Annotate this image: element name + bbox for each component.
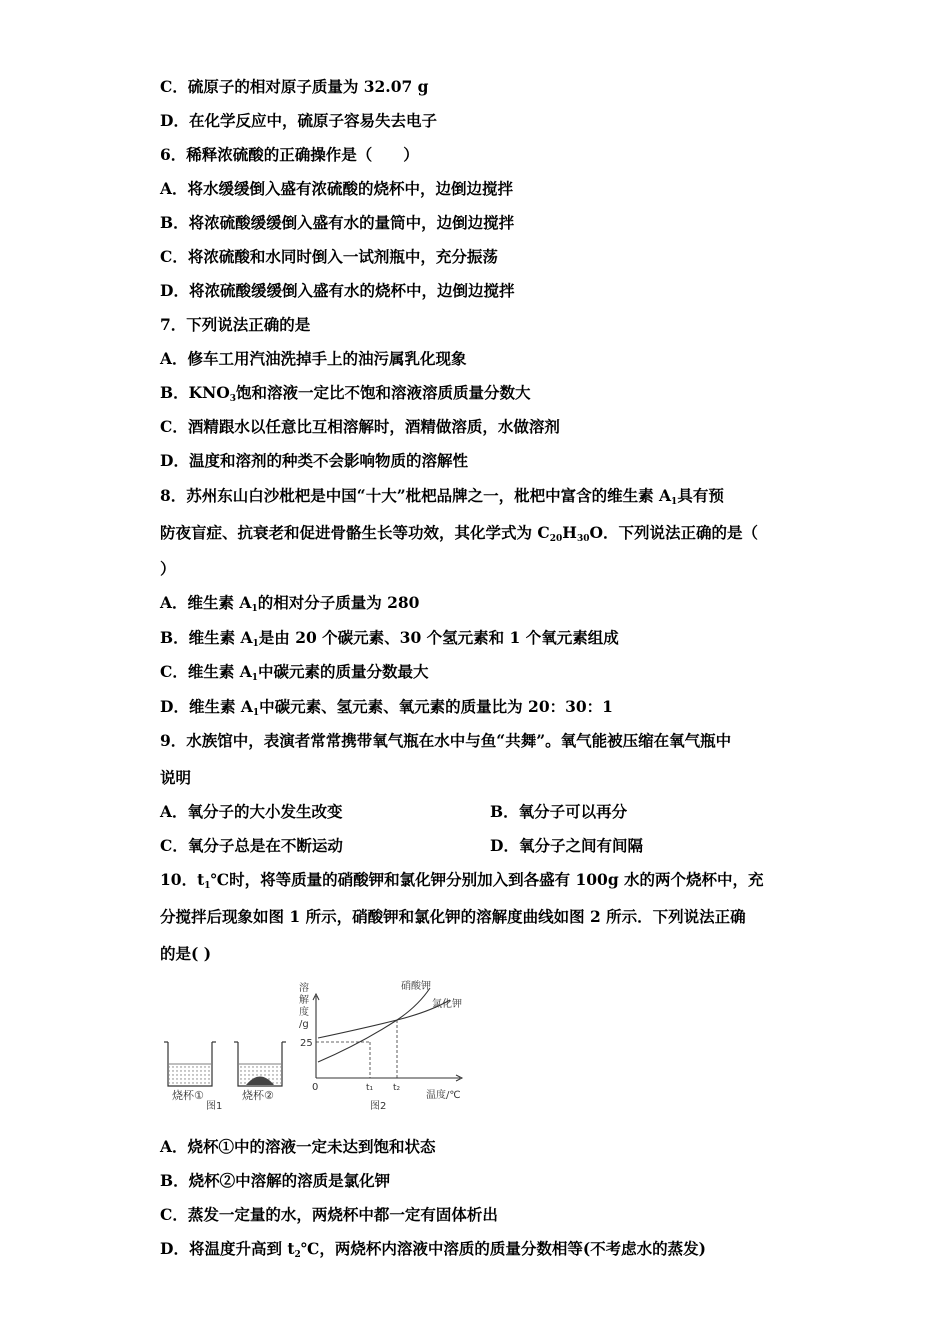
y-tick-25: 25 <box>300 1038 313 1049</box>
kcl-curve <box>318 1000 450 1038</box>
fig2-caption: 图2 <box>370 1101 387 1110</box>
x-axis-label: 温度/℃ <box>426 1090 461 1101</box>
q10-option-d-text-rest: ℃，两烧杯内溶液中溶质的质量分数相等(不考虑水的蒸发) <box>300 1239 707 1258</box>
q6-option-c: C．将浓硫酸和水同时倒入一试剂瓶中，充分振荡 <box>160 247 498 266</box>
beaker-1-solution <box>169 1064 211 1085</box>
fig1-caption: 图1 <box>206 1101 223 1110</box>
q8-stem-line2 <box>160 523 758 549</box>
q8-option-d-subscript: 1 <box>252 708 260 718</box>
q8-option-d <box>160 697 613 723</box>
q10-option-a: A．烧杯①中的溶液一定未达到饱和状态 <box>160 1137 436 1156</box>
q10-option-d <box>160 1239 706 1265</box>
q10-stem-line3: 的是( ) <box>160 944 212 963</box>
q7-option-c: C．酒精跟水以任意比互相溶解时，酒精做溶质，水做溶剂 <box>160 417 560 436</box>
q6-option-d: D．将浓硫酸缓缓倒入盛有水的烧杯中，边倒边搅拌 <box>160 281 515 300</box>
q9-stem-line2: 说明 <box>160 768 192 787</box>
q9-option-c: C．氧分子总是在不断运动 <box>160 836 343 855</box>
q10-stem-line1 <box>160 870 764 896</box>
q8-formula-h: H <box>562 523 577 542</box>
y-label-1: 溶 <box>299 983 309 994</box>
beaker-1 <box>164 1042 216 1086</box>
q8-option-d-text-rest: 中碳元素、氢元素、氧元素的质量比为 20：30：1 <box>259 697 613 716</box>
q8-stem-line1 <box>160 486 724 512</box>
q10-stem1-text-rest: ℃时，将等质量的硝酸钾和氯化钾分别加入到各盛有 100g 水的两个烧杯中，充 <box>210 870 764 889</box>
y-label-4: /g <box>299 1019 309 1030</box>
y-label-3: 度 <box>299 1007 309 1018</box>
q6-stem: 6．稀释浓硫酸的正确操作是（ ） <box>160 145 419 164</box>
q8-formula-sub-h: 30 <box>576 534 590 544</box>
q8-stem1-text: 8．苏州东山白沙枇杷是中国“十大”枇杷品牌之一，枇杷中富含的维生素 A <box>160 486 672 505</box>
kno3-curve-label: 硝酸钾 <box>401 981 431 992</box>
q8-option-d-text: D．维生素 A <box>160 697 253 716</box>
q6-option-a: A．将水缓缓倒入盛有浓硫酸的烧杯中，边倒边搅拌 <box>160 179 514 198</box>
q10-stem1-subscript: 1 <box>204 881 211 891</box>
q6-option-b: B．将浓硫酸缓缓倒入盛有水的量筒中，边倒边搅拌 <box>160 213 515 232</box>
q8-stem2-text-rest: O．下列说法正确的是（ <box>589 523 758 542</box>
q7-option-a: A．修车工用汽油洗掉手上的油污属乳化现象 <box>160 349 467 368</box>
q10-option-c: C．蒸发一定量的水，两烧杯中都一定有固体析出 <box>160 1205 498 1224</box>
q8-stem2-text: 防夜盲症、抗衰老和促进骨骼生长等功效，其化学式为 C <box>160 523 550 542</box>
q8-option-c-subscript: 1 <box>251 673 259 683</box>
q8-option-b <box>160 628 619 654</box>
q7-option-b-subscript: 3 <box>229 394 237 404</box>
q8-option-b-subscript: 1 <box>252 639 259 649</box>
beaker-2-label: 烧杯② <box>242 1089 274 1102</box>
q10-stem1-text: 10．t <box>160 870 205 889</box>
q5-option-c: C．硫原子的相对原子质量为 32.07 g <box>160 77 429 96</box>
q8-option-a-subscript: 1 <box>251 604 258 614</box>
q8-option-b-text-rest: 是由 20 个碳元素、30 个氢元素和 1 个氧元素组成 <box>258 628 619 647</box>
q10-stem-line2: 分搅拌后现象如图 1 所示，硝酸钾和氯化钾的溶解度曲线如图 2 所示．下列说法正确 <box>160 907 746 926</box>
q10-option-b: B．烧杯②中溶解的溶质是氯化钾 <box>160 1171 391 1190</box>
q8-option-a <box>160 593 419 619</box>
q7-stem: 7．下列说法正确的是 <box>160 315 311 334</box>
q8-option-c-text: C．维生素 A <box>160 662 252 681</box>
q9-stem-line1: 9．水族馆中，表演者常常携带氧气瓶在水中与鱼“共舞”。氧气能被压缩在氧气瓶中 <box>160 731 732 750</box>
q8-stem1-text-rest: 具有预 <box>677 486 724 505</box>
q8-stem-line3: ） <box>160 559 176 578</box>
q7-option-b <box>160 383 531 409</box>
origin-label: 0 <box>312 1082 319 1093</box>
x-tick-t2: t₂ <box>393 1083 401 1093</box>
q7-option-d: D．温度和溶剂的种类不会影响物质的溶解性 <box>160 451 468 470</box>
q10-figure <box>160 978 480 1110</box>
q8-stem1-subscript: 1 <box>671 497 678 507</box>
q9-option-a: A．氧分子的大小发生改变 <box>160 802 343 821</box>
q8-option-c <box>160 662 429 688</box>
q8-option-a-text: A．维生素 A <box>160 593 252 612</box>
beaker-1-label: 烧杯① <box>172 1089 204 1102</box>
q10-option-d-text: D．将温度升高到 t <box>160 1239 295 1258</box>
q9-option-b: B．氧分子可以再分 <box>490 802 628 821</box>
beaker-2 <box>234 1042 286 1086</box>
q7-option-b-text: B．KNO <box>160 383 230 402</box>
q10-figure-svg <box>160 978 480 1110</box>
q7-option-b-text-rest: 饱和溶液一定比不饱和溶液溶质质量分数大 <box>236 383 531 402</box>
q5-option-d: D．在化学反应中，硫原子容易失去电子 <box>160 111 437 130</box>
q9-option-d: D．氧分子之间有间隔 <box>490 836 643 855</box>
kcl-curve-label: 氯化钾 <box>432 999 462 1010</box>
solubility-chart <box>299 979 462 1110</box>
x-tick-t1: t₁ <box>366 1083 374 1093</box>
q8-option-a-text-rest: 的相对分子质量为 280 <box>257 593 420 612</box>
q8-formula-sub-c: 20 <box>549 534 563 544</box>
q8-option-b-text: B．维生素 A <box>160 628 253 647</box>
q10-option-d-subscript: 2 <box>294 1250 301 1260</box>
q8-option-c-text-rest: 中碳元素的质量分数最大 <box>258 662 429 681</box>
y-label-2: 解 <box>299 995 309 1006</box>
